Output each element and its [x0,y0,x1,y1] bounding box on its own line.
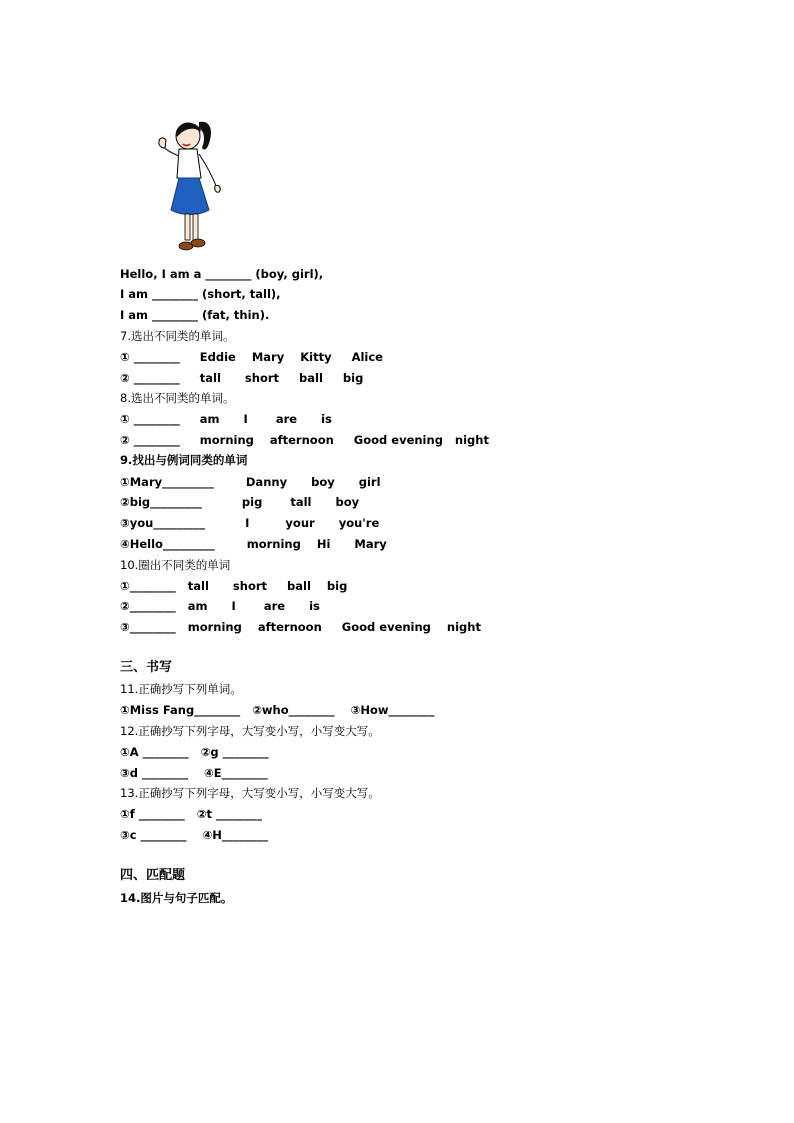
question-7-title: 7.选出不同类的单词。 [120,329,235,343]
question-9-row-4: ④Hello_________ morning Hi Mary [120,537,387,551]
question-10-title: 10.圈出不同类的单词 [120,558,231,572]
question-9-row-2: ②big_________ pig tall boy [120,495,360,509]
section-3-heading: 三、书写 [120,660,173,675]
question-9-title: 9.找出与例词同类的单词 [120,453,248,467]
question-9-row-3: ③you_________ I your you're [120,516,380,530]
question-7-row-2: ② ________ tall short ball big [120,371,364,385]
section-4-heading: 四、匹配题 [120,868,186,883]
question-8-row-1: ① ________ am I are is [120,412,332,426]
intro-line-3: I am ________ (fat, thin). [120,308,270,322]
question-10-row-1: ①________ tall short ball big [120,579,348,593]
question-12-title: 12.正确抄写下列字母，大写变小写，小写变大写。 [120,724,380,738]
question-11-row: ①Miss Fang________ ②who________ ③How________ [120,703,435,717]
question-13-row-1: ①f ________ ②t ________ [120,807,262,821]
intro-line-2: I am ________ (short, tall), [120,287,281,301]
question-8-row-2: ② ________ morning afternoon Good evening night [120,433,489,447]
question-10-row-3: ③________ morning afternoon Good evening night [120,620,481,634]
question-8-title: 8.选出不同类的单词。 [120,391,235,405]
question-10-row-2: ②________ am I are is [120,599,320,613]
intro-line-1: Hello, I am a ________ (boy, girl), [120,267,324,281]
question-13-row-2: ③c ________ ④H________ [120,828,268,842]
girl-illustration [155,118,235,258]
question-13-title: 13.正确抄写下列字母，大写变小写，小写变大写。 [120,786,380,800]
question-12-row-2: ③d ________ ④E________ [120,766,268,780]
question-7-row-1: ① ________ Eddie Mary Kitty Alice [120,350,383,364]
question-11-title: 11.正确抄写下列单词。 [120,682,242,696]
question-14-title: 14.图片与句子匹配。 [120,891,233,905]
question-9-row-1: ①Mary_________ Danny boy girl [120,475,381,489]
question-12-row-1: ①A ________ ②g ________ [120,745,269,759]
